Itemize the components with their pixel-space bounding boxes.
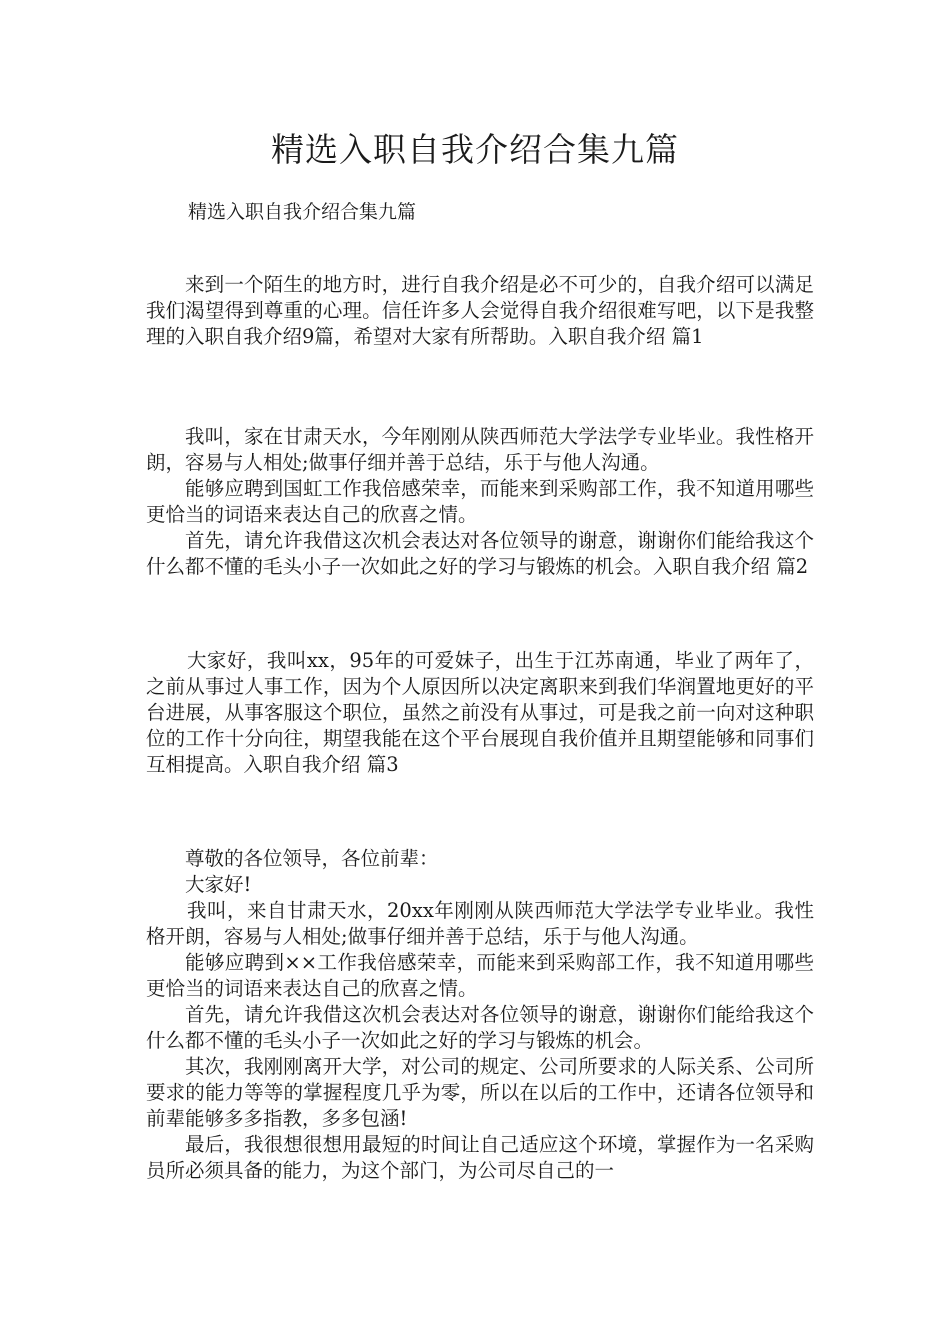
paragraph: 能够应聘到××工作我倍感荣幸，而能来到采购部工作，我不知道用哪些更恰当的词语来表达自己的欣喜之情。 — [146, 951, 814, 1000]
paragraph: 大家好，我叫xx，95年的可爱妹子，出生于江苏南通，毕业了两年了，之前从事过人事工作，因为个人原因所以决定离职来到我们华润置地更好的平台进展，从事客服这个职位，虽然之前没有从事过，可是我之前一向对这种职位的工作十分向往，期望我能在这个平台展现自我价值并且期望能够和同事们互相提高。入职自我介绍 篇3 — [146, 649, 814, 776]
paragraph: 大家好! — [185, 873, 252, 896]
paragraph: 我叫，家在甘肃天水，今年刚刚从陕西师范大学法学专业毕业。我性格开朗，容易与人相处;做事仔细并善于总结，乐于与他人沟通。 — [146, 425, 814, 474]
paragraph: 我叫，来自甘肃天水，20xx年刚刚从陕西师范大学法学专业毕业。我性格开朗，容易与人相处;做事仔细并善于总结，乐于与他人沟通。 — [146, 899, 814, 948]
paragraph: 能够应聘到国虹工作我倍感荣幸，而能来到采购部工作，我不知道用哪些更恰当的词语来表达自己的欣喜之情。 — [146, 477, 814, 526]
paragraph: 来到一个陌生的地方时，进行自我介绍是必不可少的，自我介绍可以满足我们渴望得到尊重的心理。信任许多人会觉得自我介绍很难写吧，以下是我整理的入职自我介绍9篇，希望对大家有所帮助。入职自我介绍 篇1 — [146, 273, 814, 348]
section-2 — [146, 648, 814, 778]
section-intro — [146, 272, 814, 350]
section-3 — [146, 846, 814, 1184]
document-title: 精选入职自我介绍合集九篇 — [271, 130, 679, 169]
paragraph: 其次，我刚刚离开大学，对公司的规定、公司所要求的人际关系、公司所要求的能力等等的掌握程度几乎为零，所以在以后的工作中，还请各位领导和前辈能够多多指教，多多包涵! — [146, 1055, 814, 1130]
document-subtitle: 精选入职自我介绍合集九篇 — [188, 201, 417, 223]
section-1 — [146, 424, 814, 580]
paragraph: 首先，请允许我借这次机会表达对各位领导的谢意，谢谢你们能给我这个什么都不懂的毛头小子一次如此之好的学习与锻炼的机会。入职自我介绍 篇2 — [146, 529, 814, 578]
paragraph: 最后，我很想很想用最短的时间让自己适应这个环境，掌握作为一名采购员所必须具备的能力，为这个部门，为公司尽自己的一 — [146, 1133, 814, 1182]
paragraph: 尊敬的各位领导，各位前辈： — [185, 847, 439, 870]
paragraph: 首先，请允许我借这次机会表达对各位领导的谢意，谢谢你们能给我这个什么都不懂的毛头小子一次如此之好的学习与锻炼的机会。 — [146, 1003, 814, 1052]
